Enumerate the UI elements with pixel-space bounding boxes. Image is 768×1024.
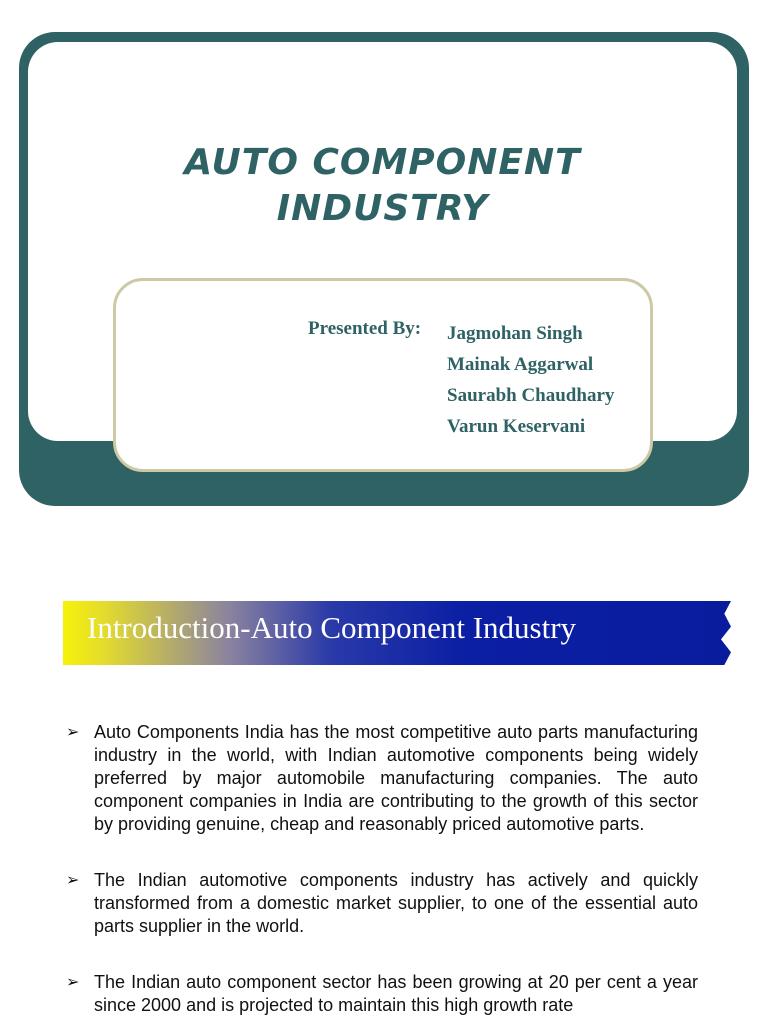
presenter-name: Varun Keservani: [447, 416, 586, 437]
bullet-item: [64, 721, 698, 836]
bullet-text: The Indian auto component sector has been growing at 20 per cent a year since 2000 and is projected to maintain this high growth rate: [94, 972, 698, 1015]
section-heading: Introduction-Auto Component Industry: [87, 610, 577, 645]
presented-by-label: Presented By:: [308, 318, 422, 339]
bullet-text: The Indian automotive components industry has actively and quickly transformed from a domestic market supplier, to one of the essential auto parts supplier in the world.: [94, 870, 698, 936]
presenter-name: Mainak Aggarwal: [447, 354, 594, 375]
bullet-item: [64, 869, 698, 938]
bullet-text: Auto Components India has the most competitive auto parts manufacturing industry in the world, with Indian automotive components being widely preferred by major automobile manufacturing companies. The auto component companies in India are contributing to the growth of this sector by providing genuine, cheap and reasonably priced automotive parts.: [94, 722, 698, 834]
presenter-name: Saurabh Chaudhary: [447, 385, 615, 406]
bullet-list: [64, 721, 698, 1017]
arrow-bullet-icon: ➢: [66, 974, 80, 991]
arrow-bullet-icon: ➢: [66, 724, 80, 741]
presenter-list: [447, 318, 614, 442]
presenter-name: Jagmohan Singh: [447, 323, 583, 344]
slide-title: [28, 140, 737, 232]
bullet-item: [64, 971, 698, 1017]
slide-title-line-1: AUTO COMPONENT: [184, 142, 581, 183]
arrow-bullet-icon: ➢: [66, 872, 80, 889]
slide-title-line-2: INDUSTRY: [276, 188, 489, 229]
